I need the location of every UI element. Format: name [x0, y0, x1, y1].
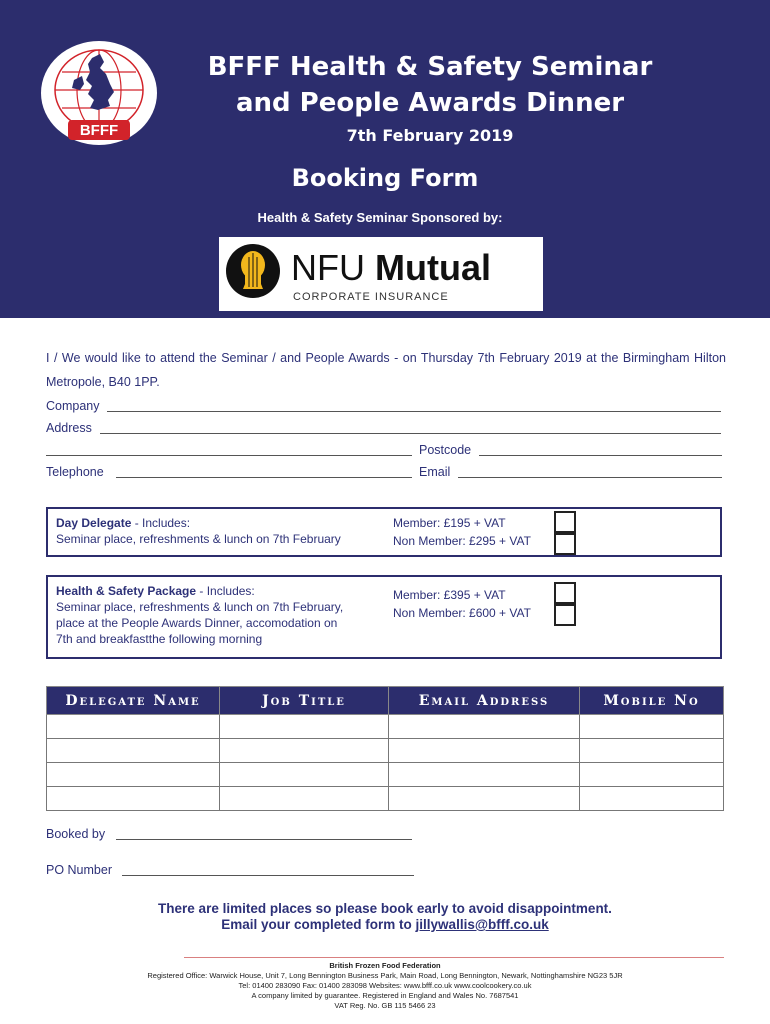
non-member-price: Non Member: £600 + VAT	[393, 606, 531, 620]
limited-places-notice: There are limited places so please book early to avoid disappointment.	[158, 901, 612, 916]
mobile-cell[interactable]	[580, 787, 724, 811]
column-header-job-title: Job Title	[220, 687, 389, 715]
telephone-label: Telephone	[46, 465, 104, 479]
address-label: Address	[46, 421, 92, 435]
footer-company-info: A company limited by guarantee. Registered in England and Wales No. 7687541	[251, 991, 519, 1000]
po-number-label: PO Number	[46, 863, 112, 877]
wheatsheaf-icon	[225, 243, 281, 299]
footer-address: Registered Office: Warwick House, Unit 7, Long Bennington Business Park, Main Road, Long Bennington, Newark, Nottinghamshire NG23 5JR	[147, 971, 623, 980]
email-cell[interactable]	[389, 715, 580, 739]
package-description	[56, 583, 343, 647]
po-number-field[interactable]	[122, 875, 414, 876]
address-field-line2[interactable]	[46, 455, 412, 456]
sponsor-label: Health & Safety Seminar Sponsored by:	[257, 210, 503, 225]
package-name: Health & Safety Package	[56, 584, 197, 598]
postcode-label: Postcode	[419, 443, 472, 457]
event-title-line1: BFFF Health & Safety Seminar	[207, 52, 653, 82]
package-prices	[393, 514, 531, 550]
bfff-logo	[40, 40, 158, 146]
table-row	[47, 715, 724, 739]
form-title: Booking Form	[291, 164, 479, 192]
logo-text: BFFF	[79, 122, 119, 139]
package-includes: - Includes:	[131, 516, 191, 530]
table-row	[47, 787, 724, 811]
member-checkbox[interactable]	[554, 582, 576, 604]
package-day-delegate	[46, 507, 722, 557]
company-label: Company	[46, 399, 100, 413]
column-header-email: Email Address	[389, 687, 580, 715]
sponsor-name	[291, 247, 491, 289]
delegate-name-cell[interactable]	[47, 787, 220, 811]
footer-org: British Frozen Food Federation	[329, 961, 441, 970]
package-desc-line: Seminar place, refreshments & lunch on 7th February	[56, 532, 341, 546]
sponsor-logo	[219, 237, 543, 311]
member-price: Member: £395 + VAT	[393, 588, 506, 602]
package-includes: - Includes:	[196, 584, 255, 598]
mobile-cell[interactable]	[580, 715, 724, 739]
email-instruction-text: Email your completed form to	[221, 917, 416, 932]
job-title-cell[interactable]	[220, 715, 389, 739]
package-prices	[393, 586, 531, 622]
email-cell[interactable]	[389, 787, 580, 811]
email-label: Email	[419, 465, 451, 479]
member-checkbox[interactable]	[554, 511, 576, 533]
package-health-safety	[46, 575, 722, 659]
sponsor-name-bold: Mutual	[375, 247, 491, 288]
table-row	[47, 739, 724, 763]
booked-by-field[interactable]	[116, 839, 412, 840]
contact-email-link[interactable]: jillywallis@bfff.co.uk	[415, 917, 549, 932]
footer-contact: Tel: 01400 283090 Fax: 01400 283098 Websites: www.bfff.co.uk www.coolcookery.co.uk	[238, 981, 532, 990]
telephone-field[interactable]	[116, 477, 412, 478]
postcode-field[interactable]	[479, 455, 722, 456]
package-desc-line: 7th and breakfastthe following morning	[56, 632, 263, 646]
company-field[interactable]	[107, 411, 721, 412]
footer	[0, 961, 770, 1011]
non-member-checkbox[interactable]	[554, 533, 576, 555]
non-member-price: Non Member: £295 + VAT	[393, 534, 531, 548]
mobile-cell[interactable]	[580, 739, 724, 763]
delegate-name-cell[interactable]	[47, 739, 220, 763]
sponsor-name-light: NFU	[291, 247, 365, 288]
package-desc-line: Seminar place, refreshments & lunch on 7th February,	[56, 600, 344, 614]
package-name: Day Delegate	[56, 516, 132, 530]
footer-divider	[184, 957, 724, 958]
delegate-name-cell[interactable]	[47, 715, 220, 739]
delegates-table	[46, 686, 724, 811]
table-row	[47, 763, 724, 787]
non-member-checkbox[interactable]	[554, 604, 576, 626]
email-cell[interactable]	[389, 763, 580, 787]
header-banner	[0, 0, 770, 318]
member-price: Member: £195 + VAT	[393, 516, 506, 530]
email-cell[interactable]	[389, 739, 580, 763]
email-instruction	[0, 917, 770, 932]
column-header-mobile: Mobile No	[580, 687, 724, 715]
job-title-cell[interactable]	[220, 763, 389, 787]
event-date: 7th February 2019	[346, 126, 514, 145]
job-title-cell[interactable]	[220, 787, 389, 811]
package-description	[56, 515, 341, 547]
email-field[interactable]	[458, 477, 722, 478]
intro-text: I / We would like to attend the Seminar / and People Awards - on Thursday 7th February 2019 at the Birmingham Hilton Metropole, B40 1PP.	[46, 351, 726, 389]
event-title-line2: and People Awards Dinner	[235, 88, 625, 118]
booked-by-label: Booked by	[46, 827, 106, 841]
mobile-cell[interactable]	[580, 763, 724, 787]
address-field[interactable]	[100, 433, 721, 434]
column-header-delegate-name: Delegate Name	[47, 687, 220, 715]
job-title-cell[interactable]	[220, 739, 389, 763]
footer-vat: VAT Reg. No. GB 115 5466 23	[334, 1001, 436, 1010]
sponsor-subtitle: CORPORATE INSURANCE	[293, 291, 449, 303]
package-desc-line: place at the People Awards Dinner, accomodation on	[56, 616, 338, 630]
delegate-name-cell[interactable]	[47, 763, 220, 787]
